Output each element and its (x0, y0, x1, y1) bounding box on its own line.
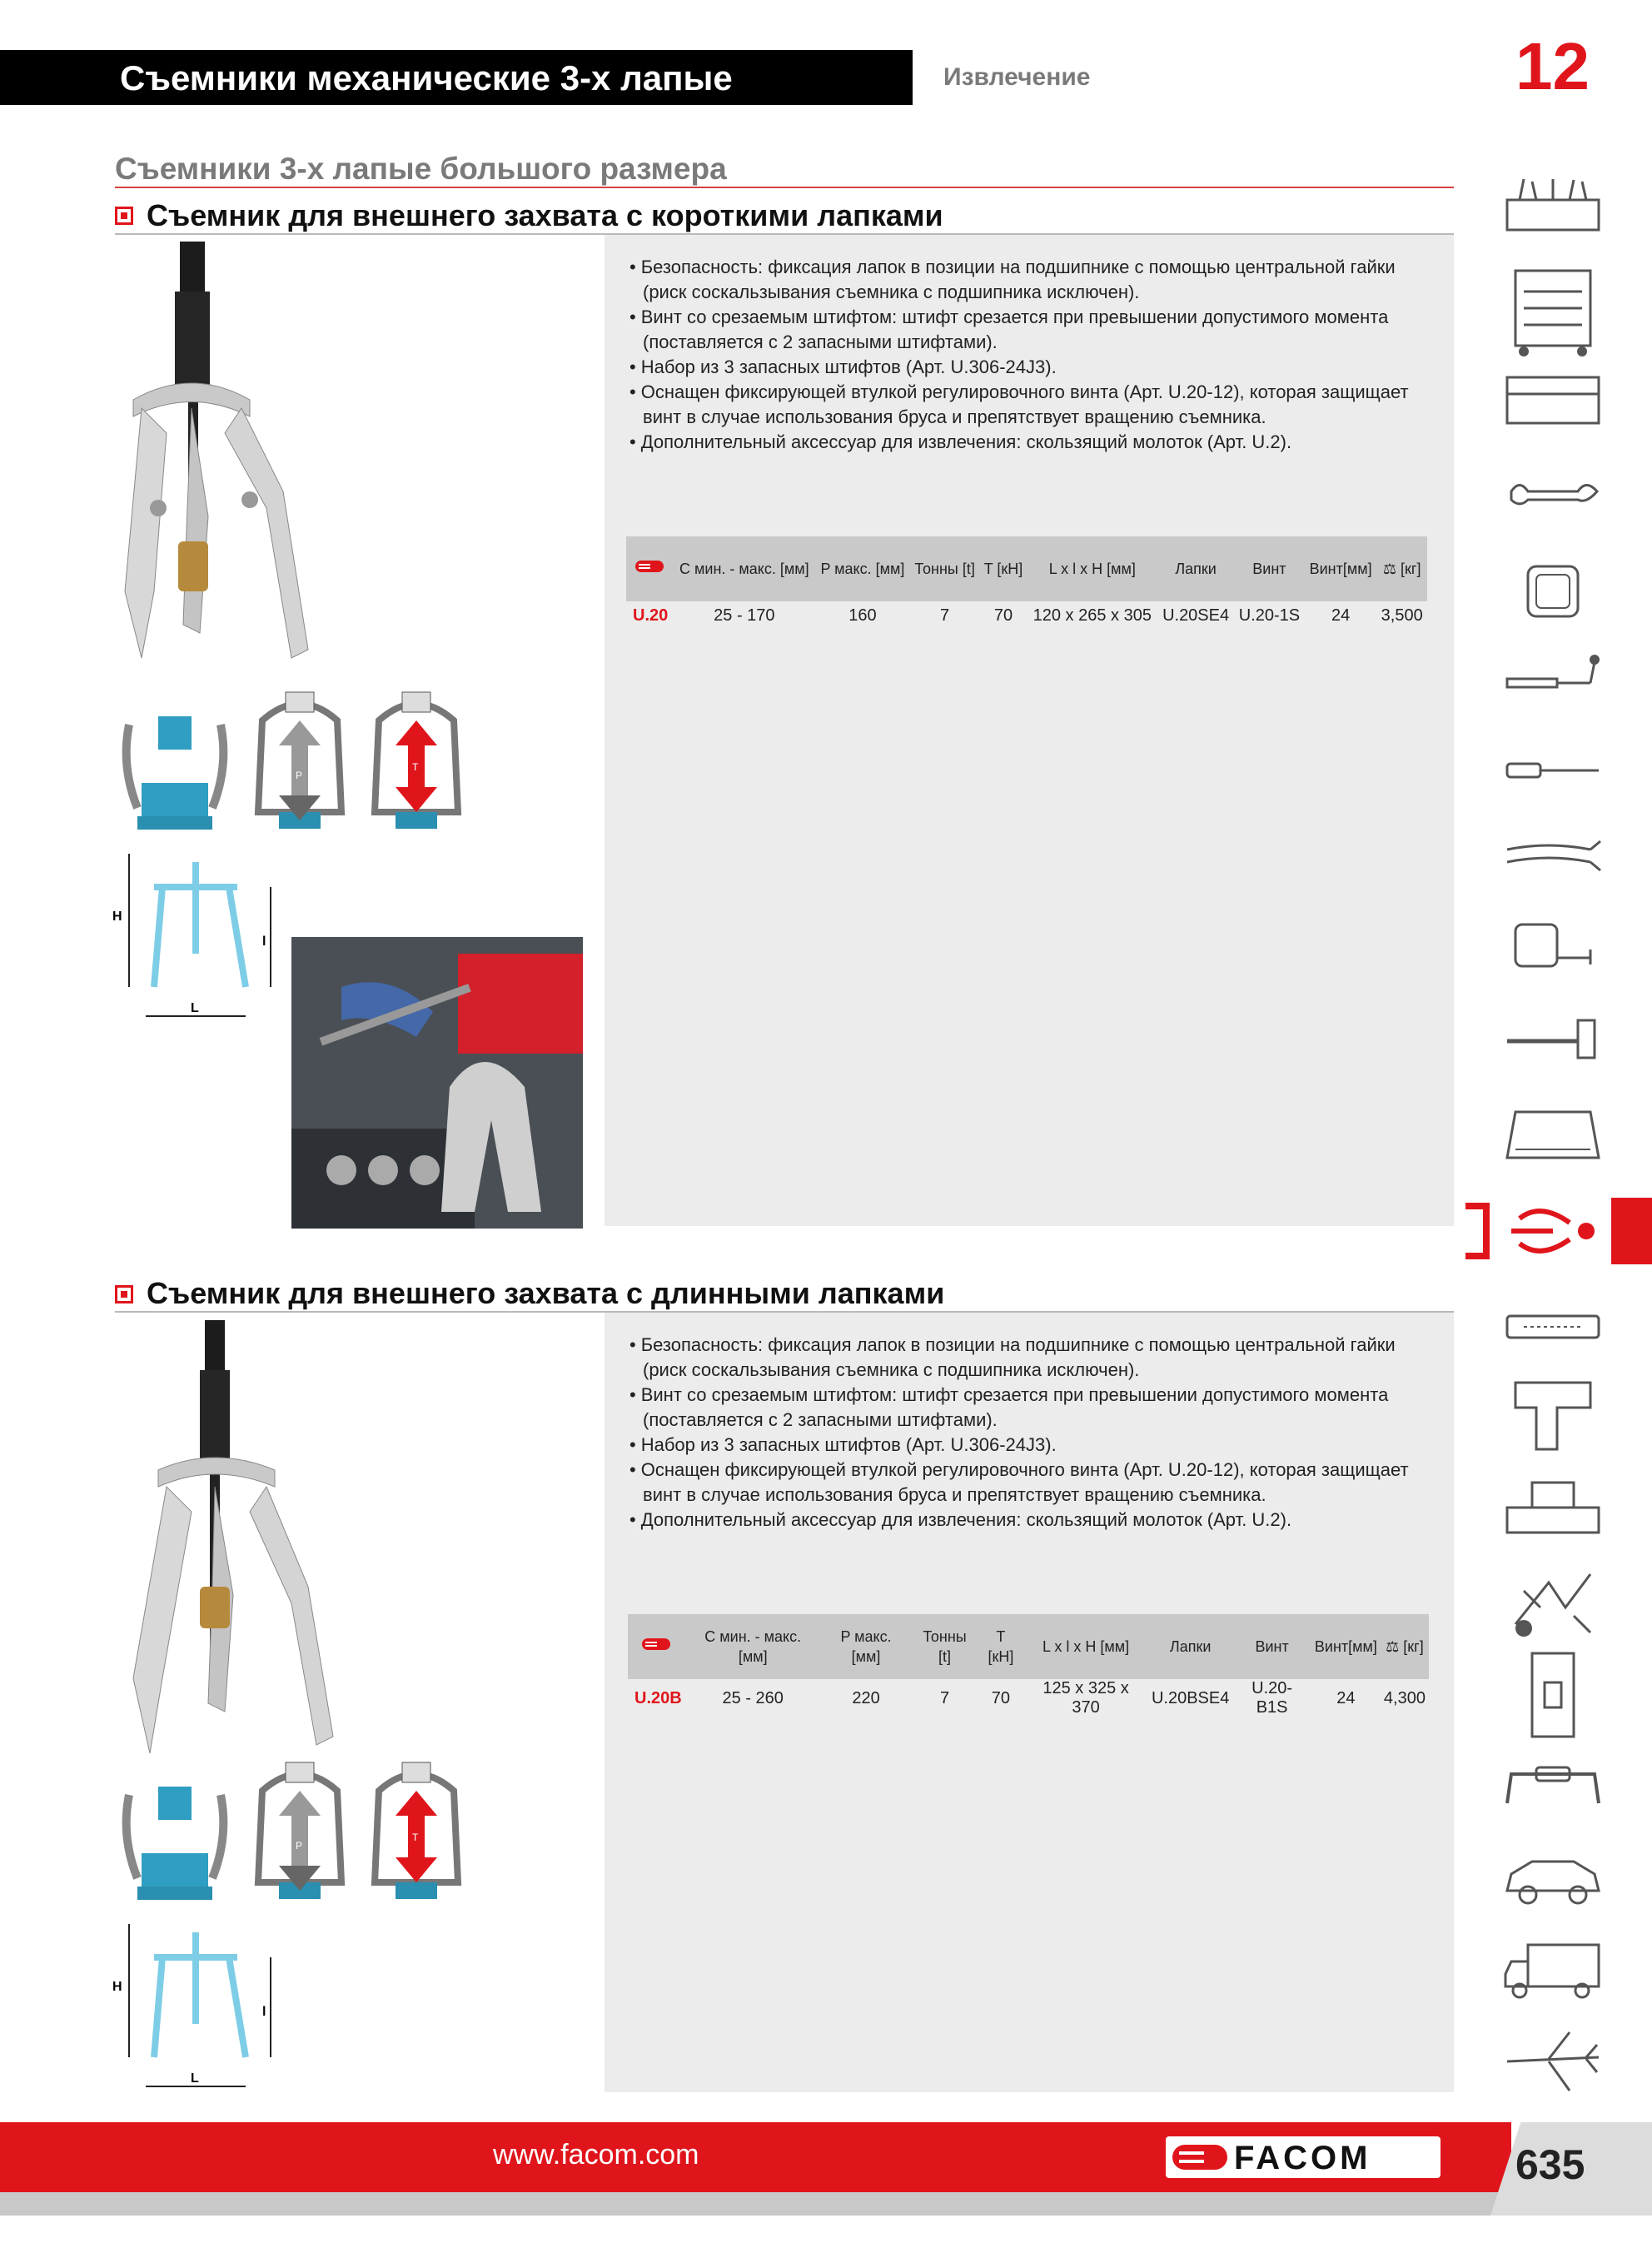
col-header: Винт[мм] (1305, 536, 1377, 601)
table-cell: 7 (939, 1688, 950, 1707)
col-header: Винт[мм] (1311, 1614, 1381, 1679)
article-code[interactable]: U.20B (634, 1688, 682, 1707)
section-title: Съемники 3-х лапые большого размера (115, 152, 727, 186)
col-header: T [кН] (980, 536, 1028, 601)
page-subtitle: Извлечение (943, 63, 1091, 91)
tool-cabinet-icon[interactable] (1499, 267, 1607, 358)
product-1-spec-table (626, 536, 1427, 630)
facom-logo (1166, 2136, 1441, 2178)
diagram-c-icon (112, 1762, 237, 1903)
facom-wordmark: FACOM (1234, 2140, 1371, 2176)
safety-icon[interactable] (1499, 1566, 1607, 1641)
puller-long-jaws-image (108, 1320, 358, 1762)
table-cell: 220 (852, 1688, 880, 1707)
electrical-tester-icon[interactable] (1499, 1299, 1607, 1358)
bullet-square-icon (115, 1285, 133, 1303)
table-cell: U.20-B1S (1251, 1679, 1293, 1717)
car-icon[interactable] (1499, 1845, 1607, 1912)
ratchet-handle-icon[interactable] (1499, 650, 1607, 708)
col-header: P макс. [мм] (815, 536, 910, 601)
table-cell: 120 x 265 x 305 (1032, 606, 1152, 625)
hammer-icon[interactable] (1499, 1008, 1607, 1066)
col-header: Тонны [t] (910, 536, 980, 601)
scale-icon: ⚖ (1382, 561, 1397, 577)
svg-text:T: T (412, 761, 419, 773)
table-row (628, 1679, 1429, 1717)
table-header-row (626, 536, 1427, 601)
table-cell: U.20BSE4 (1151, 1688, 1230, 1707)
section-divider (115, 187, 1454, 188)
feature-item: • Дополнительный аксессуар для извлечения: скользящий молоток (Арт. U.2). (618, 1508, 1442, 1533)
svg-text:C: C (172, 762, 180, 774)
table-cell: 3,500 (1381, 606, 1423, 625)
screwdriver-icon[interactable] (1499, 741, 1607, 800)
feature-item: • Оснащен фиксирующей втулкой регулировочного винта (Арт. U.20-12), которая защищает винт в случае использования бруса и препятствует вращению съемника. (618, 380, 1442, 430)
scale-icon: ⚖ (1386, 1638, 1400, 1655)
dimension-diagram-icon (112, 1916, 296, 2099)
page-number: 635 (1515, 2141, 1585, 2188)
table-cell: 125 x 325 x 370 (1042, 1679, 1129, 1717)
table-cell: 25 - 260 (722, 1688, 784, 1707)
pliers-icon[interactable] (1499, 825, 1607, 883)
diagram-p-icon (246, 1757, 354, 1907)
col-header: Тонны [t] (911, 1614, 978, 1679)
svg-text:P: P (296, 1840, 303, 1852)
tool-drawer-icon[interactable] (1499, 373, 1607, 431)
wrench-icon[interactable] (1499, 466, 1607, 525)
col-header: L x l x H [мм] (1027, 536, 1157, 601)
weight-col-header: ⚖ [кг] (1376, 536, 1427, 601)
puller-short-jaws-image (108, 242, 358, 683)
puller-icon[interactable] (1461, 1198, 1611, 1264)
svg-text:C: C (172, 1832, 180, 1844)
bullet-square-icon (115, 207, 133, 225)
table-cell: 7 (940, 606, 950, 625)
col-header: L x l x H [мм] (1023, 1614, 1148, 1679)
diagram-c-icon (112, 691, 237, 833)
col-header: Лапки (1157, 536, 1234, 601)
article-code[interactable]: U.20 (633, 606, 669, 625)
table-cell: 4,300 (1383, 1688, 1426, 1707)
diagram-t-icon (362, 1757, 470, 1907)
col-header: С мин. - макс. [мм] (685, 1614, 821, 1679)
hacksaw-icon[interactable] (1499, 1099, 1607, 1166)
circuit-breaker-icon[interactable] (1499, 1649, 1607, 1741)
table-cell: 24 (1331, 606, 1351, 625)
facom-logo-icon (1172, 2136, 1231, 2178)
product-2-spec-table (628, 1614, 1429, 1717)
table-cell: U.20SE4 (1162, 606, 1230, 625)
svg-text:L: L (191, 2071, 199, 2086)
col-header: С мин. - макс. [мм] (674, 536, 816, 601)
table-cell: 70 (991, 1688, 1011, 1707)
footer-stripe (0, 2192, 1652, 2216)
feature-item: • Винт со срезаемым штифтом: штифт срезается при превышении допустимого момента (поставляется с 2 запасными штифтами). (618, 305, 1442, 355)
truck-icon[interactable] (1499, 1936, 1607, 2003)
diagram-p-icon (246, 687, 354, 837)
facom-logo-icon (626, 536, 674, 601)
product-2-title: Съемник для внешнего захвата с длинными лапками (147, 1276, 945, 1310)
table-cell: 25 - 170 (714, 606, 775, 625)
col-header: P макс. [мм] (821, 1614, 912, 1679)
feature-item: • Безопасность: фиксация лапок в позиции на подшипнике с помощью центральной гайки (риск соскальзывания съемника с подшипника исключен). (618, 255, 1442, 305)
tool-box-icon[interactable] (1499, 175, 1607, 233)
svg-text:P: P (296, 770, 303, 781)
product-1-title: Съемник для внешнего захвата с короткими лапками (147, 198, 943, 232)
vise-icon[interactable] (1499, 1474, 1607, 1541)
table-cell: U.20-1S (1238, 606, 1301, 625)
page-title: Съемники механические 3-х лапые (120, 58, 733, 97)
table-cell: 70 (993, 606, 1013, 625)
diagram-t-icon (362, 687, 470, 837)
dimension-diagram-icon (112, 845, 296, 1029)
facom-logo-icon (628, 1614, 685, 1679)
footer-website-link[interactable]: www.facom.com (493, 2139, 699, 2171)
col-header: Винт (1234, 536, 1305, 601)
weight-col-header: ⚖ [кг] (1381, 1614, 1429, 1679)
application-photo (291, 937, 583, 1229)
feature-item: • Оснащен фиксирующей втулкой регулировочного винта (Арт. U.20-12), которая защищает винт в случае использования бруса и препятствует вращению съемника. (618, 1458, 1442, 1508)
table-header-row (628, 1614, 1429, 1679)
active-category-tab (1611, 1198, 1652, 1264)
svg-text:l: l (262, 935, 266, 949)
impact-wrench-icon[interactable] (1499, 1374, 1607, 1458)
feature-item: • Набор из 3 запасных штифтов (Арт. U.306-24J3). (618, 355, 1442, 380)
feature-item: • Дополнительный аксессуар для извлечения: скользящий молоток (Арт. U.2). (618, 430, 1442, 455)
svg-text:l: l (262, 2005, 266, 2019)
table-row (626, 601, 1427, 630)
svg-text:T: T (412, 1832, 419, 1843)
table-cell: 24 (1336, 1688, 1356, 1707)
handle-icon[interactable] (1499, 1757, 1607, 1816)
svg-text:H: H (112, 1980, 122, 1994)
tape-measure-icon[interactable] (1499, 916, 1607, 974)
feature-item: • Набор из 3 запасных штифтов (Арт. U.306-24J3). (618, 1433, 1442, 1458)
col-header: Винт (1232, 1614, 1311, 1679)
feature-item: • Винт со срезаемым штифтом: штифт срезается при превышении допустимого момента (поставляется с 2 запасными штифтами). (618, 1383, 1442, 1433)
airplane-icon[interactable] (1499, 2024, 1607, 2099)
col-header: Лапки (1148, 1614, 1232, 1679)
product-1-features (618, 255, 1442, 455)
svg-text:H: H (112, 910, 122, 924)
col-header: T [кН] (978, 1614, 1023, 1679)
socket-icon[interactable] (1499, 558, 1607, 625)
table-cell: 160 (848, 606, 877, 625)
chapter-number: 12 (1515, 29, 1590, 103)
product-2-features (618, 1333, 1442, 1533)
feature-item: • Безопасность: фиксация лапок в позиции на подшипнике с помощью центральной гайки (риск соскальзывания съемника с подшипника исключен). (618, 1333, 1442, 1383)
svg-text:L: L (191, 1001, 199, 1015)
